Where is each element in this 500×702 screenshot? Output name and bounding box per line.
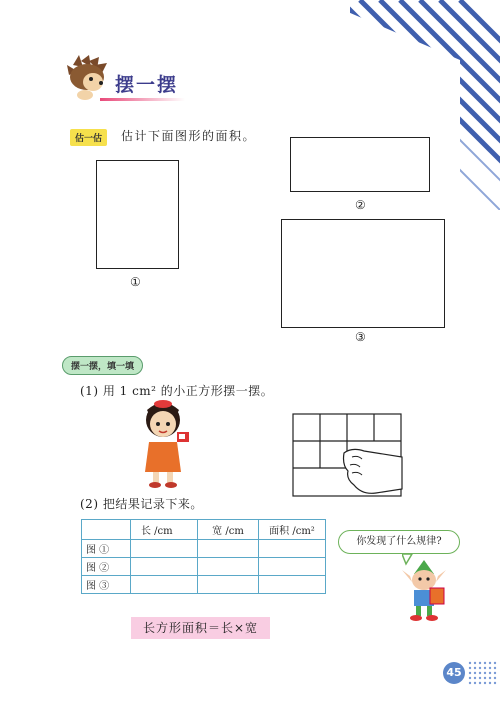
girl-figure-icon: [133, 398, 197, 492]
area-cell[interactable]: [259, 576, 326, 594]
area-cell[interactable]: [259, 558, 326, 576]
step-1-text: (1) 用 1 cm² 的小正方形摆一摆。: [80, 384, 274, 398]
table-row: [82, 576, 326, 594]
arrange-fill-tag: 摆一摆，填一填: [62, 356, 143, 375]
width-cell[interactable]: [198, 576, 259, 594]
page-title: 摆一摆: [115, 74, 179, 96]
shape-label-3: ③: [355, 330, 366, 344]
estimate-instruction: 估计下面图形的面积。: [121, 129, 257, 143]
table-header-row: [82, 520, 326, 540]
table-row: [82, 540, 326, 558]
width-cell[interactable]: [198, 540, 259, 558]
area-formula: 长方形面积＝长×宽: [131, 617, 270, 639]
estimate-tag: 估一估: [70, 129, 107, 146]
length-cell[interactable]: [131, 558, 198, 576]
shape-label-2: ②: [355, 198, 366, 212]
table-header-cell: 面积 /cm²: [259, 520, 326, 540]
table-row: [82, 558, 326, 576]
table-header-cell: 宽 /cm: [198, 520, 259, 540]
rectangle-2: [290, 137, 430, 192]
width-cell[interactable]: [198, 558, 259, 576]
row-label: 图 ①: [82, 540, 131, 558]
rectangle-3: [281, 219, 445, 328]
speech-bubble: 你发现了什么规律?: [338, 530, 460, 554]
step-2-text: (2) 把结果记录下来。: [80, 497, 203, 511]
table-header-cell: [82, 520, 131, 540]
rectangle-1: [96, 160, 179, 269]
row-label: 图 ②: [82, 558, 131, 576]
length-cell[interactable]: [131, 576, 198, 594]
page-number: 45: [443, 662, 465, 684]
square-tiles-grid: [292, 413, 402, 497]
title-underline: [100, 98, 185, 101]
area-cell[interactable]: [259, 540, 326, 558]
table-header-cell: 长 /cm: [131, 520, 198, 540]
results-table: [81, 519, 326, 594]
row-label: 图 ③: [82, 576, 131, 594]
shape-label-1: ①: [130, 275, 141, 289]
length-cell[interactable]: [131, 540, 198, 558]
elf-mascot-icon: [400, 560, 450, 626]
